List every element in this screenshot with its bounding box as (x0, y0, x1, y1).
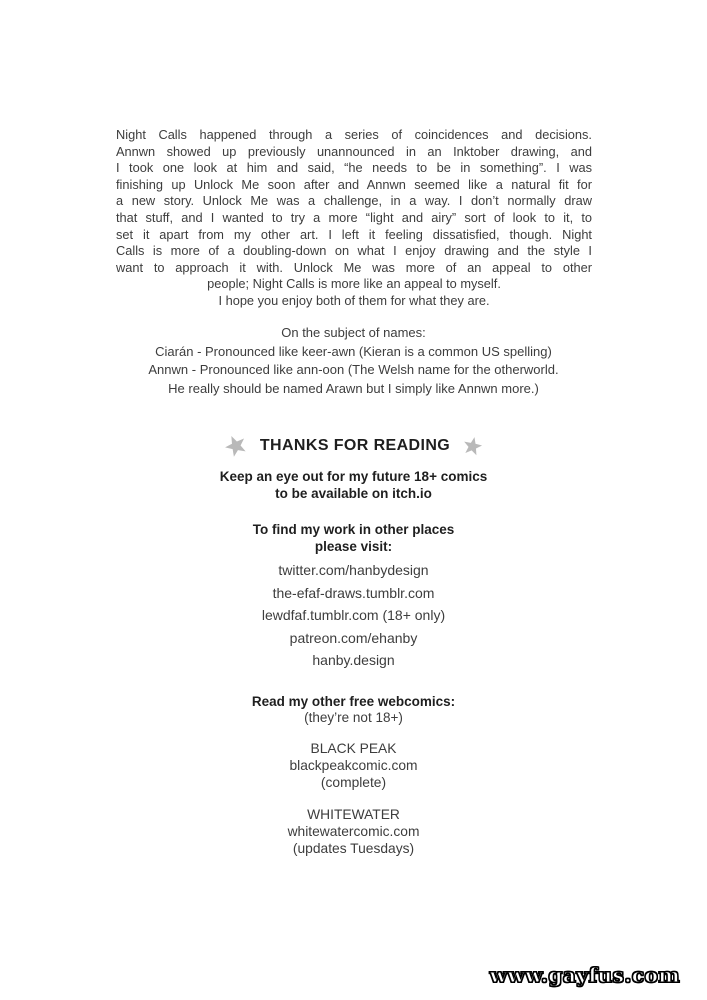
social-link: the-efaf-draws.tumblr.com (272, 584, 435, 601)
findwork-heading-line: please visit: (314, 539, 393, 555)
afterword-line: a new story. Unlock Me was a challenge, in a way. I don’t normally draw (116, 193, 592, 209)
afterword-centered-lines (116, 276, 592, 309)
name-pronunciation-line: Annwn - Pronounced like ann-oon (The Welsh name for the otherworld. (148, 362, 559, 377)
afterword-line: Annwn showed up previously unannounced in an Inktober drawing, and (116, 143, 592, 159)
thanks-heading-row (0, 431, 707, 461)
webcomic-name: WHITEWATER (307, 807, 400, 822)
afterword-line: set it apart from my other art. I left it feeling dissatisfied, though. Night (116, 226, 592, 242)
findwork-heading (0, 521, 707, 555)
site-watermark: www.gayfus.com (489, 963, 680, 987)
webcomics-heading-block (0, 693, 707, 726)
afterword-line: I hope you enjoy both of them for what they are. (218, 292, 490, 308)
social-link: hanby.design (312, 652, 395, 668)
itch-announcement-line: to be available on itch.io (275, 486, 432, 502)
social-link: patreon.com/ehanby (289, 629, 418, 646)
afterword-line: Calls is more of a doubling-down on what I enjoy drawing and the style I (116, 243, 592, 259)
afterword-line: finishing up Unlock Me soon after and Annwn seemed like a natural fit for (116, 176, 592, 192)
afterword-line: people; Night Calls is more like an appeal to myself. (207, 276, 501, 292)
findwork-heading-line: To find my work in other places (252, 522, 455, 537)
afterword-line: that stuff, and I wanted to try a more “light and airy” sort of look to it, to (116, 209, 592, 225)
webcomic-name: BLACK PEAK (310, 741, 397, 756)
webcomics-subheading: (they’re not 18+) (304, 710, 403, 725)
afterword-line: I took one look at him and said, “he needs to be in something”. I was (116, 160, 592, 176)
webcomic-url: whitewatercomic.com (287, 824, 420, 839)
social-link: lewdfaf.tumblr.com (18+ only) (261, 607, 446, 623)
afterword-line: want to approach it with. Unlock Me was more of an appeal to other (116, 259, 592, 275)
social-links-list (0, 559, 707, 672)
webcomic-note: (complete) (320, 775, 387, 790)
webcomic-entry-whitewater (0, 806, 707, 857)
name-pronunciation-line: He really should be named Arawn but I simply like Annwn more.) (168, 380, 539, 396)
itch-announcement (0, 468, 707, 502)
thanks-heading: THANKS FOR READING (259, 437, 451, 454)
star-icon (462, 436, 483, 457)
star-icon (224, 434, 248, 458)
itch-announcement-line: Keep an eye out for my future 18+ comics (219, 469, 488, 484)
webcomic-note: (updates Tuesdays) (292, 841, 415, 856)
afterword-line: Night Calls happened through a series of coincidences and decisions. (116, 127, 592, 142)
afterword-paragraph (116, 127, 592, 310)
webcomic-entry-blackpeak (0, 740, 707, 791)
webcomic-url: blackpeakcomic.com (289, 758, 418, 773)
webcomics-heading: Read my other free webcomics: (251, 694, 456, 709)
name-pronunciation-block (60, 324, 647, 398)
social-link: twitter.com/hanbydesign (278, 562, 429, 578)
name-pronunciation-line: On the subject of names: (281, 325, 426, 340)
afterword-justified-lines (116, 127, 592, 276)
name-pronunciation-line: Ciarán - Pronounced like keer-awn (Kieran is a common US spelling) (155, 343, 552, 359)
